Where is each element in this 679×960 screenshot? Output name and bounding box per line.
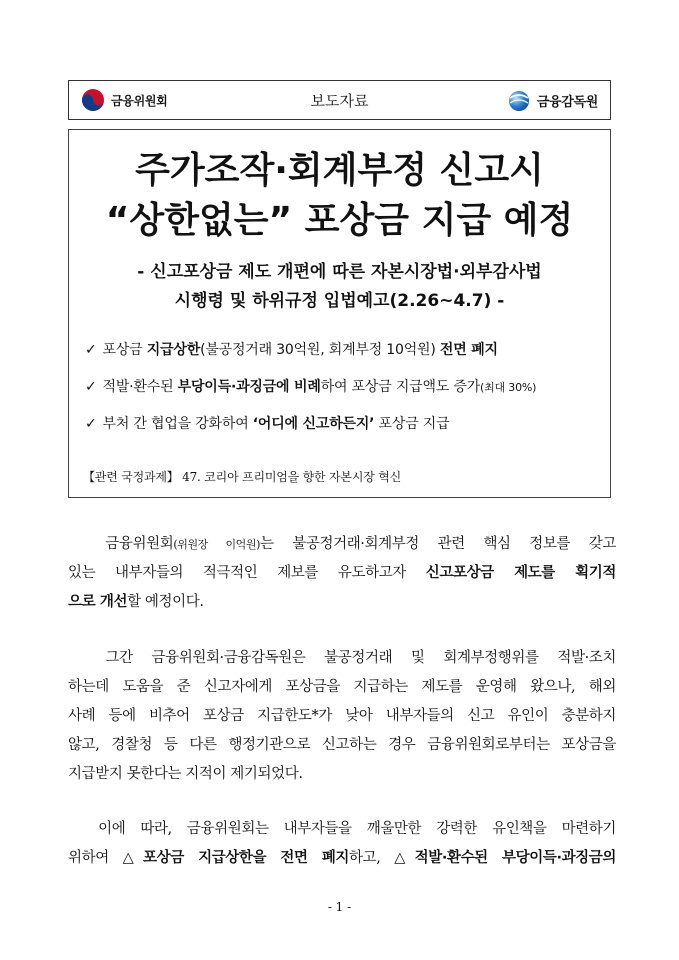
check-icon: ✓	[85, 342, 97, 358]
headline-line-1: 주가조작·회계부정 신고시	[135, 150, 544, 191]
paragraph-line: 위하여 △포상금 지급상한을 전면 폐지하고, △적발·환수된 부당이득·과징금의	[68, 850, 616, 866]
body-paragraph-2	[68, 644, 616, 789]
subtitle-line-1: - 신고포상금 제도 개편에 따른 자본시장법·외부감사법	[137, 262, 542, 282]
page-number: - 1 -	[327, 900, 352, 914]
check-icon: ✓	[85, 416, 97, 432]
paragraph-line: 있는 내부자들의 적극적인 제보를 유도하고자 신고포상금 제도를 획기적	[68, 565, 616, 581]
summary-bullet: ✓ 포상금 지급상한(불공정거래 30억원, 회계부정 10억원) 전면 폐지	[85, 342, 498, 358]
paragraph-line: 그간 금융위원회·금융감독원은 불공정거래 및 회계부정행위를 적발·조치	[105, 650, 617, 666]
paragraph-line: 않고, 경찰청 등 다른 행정기관으로 신고하는 경우 금융위원회로부터는 포상금을	[68, 737, 616, 753]
headline-box	[68, 129, 611, 498]
check-icon: ✓	[85, 379, 97, 395]
fss-name: 금융감독원	[536, 94, 598, 110]
summary-bullet: ✓ 부처 간 협업을 강화하여 ‘어디에 신고하든지’ 포상금 지급	[85, 416, 450, 432]
summary-bullet: ✓ 적발·환수된 부당이득·과징금에 비례하여 포상금 지급액도 증가(최대 30%)	[85, 379, 537, 395]
paragraph-line: 금융위원회(위원장 이억원)는 불공정거래·회계부정 관련 핵심 정보를 갖고	[105, 536, 616, 552]
headline-line-2: “상한없는” 포상금 지급 예정	[105, 200, 574, 241]
body-paragraph-1	[68, 530, 616, 617]
paragraph-line: 이에 따라, 금융위원회는 내부자들을 깨울만한 강력한 유인책을 마련하기	[98, 821, 617, 837]
fss-globe-icon	[507, 88, 531, 112]
paragraph-line: 으로 개선할 예정이다.	[68, 594, 204, 610]
fss-logo-group	[507, 88, 598, 112]
subtitle-line-2: 시행령 및 하위규정 입법예고(2.26~4.7) -	[174, 291, 505, 311]
body-paragraph-3	[68, 815, 616, 873]
paragraph-line: 지급받지 못한다는 지적이 제기되었다.	[68, 766, 303, 782]
press-release-header	[68, 80, 611, 120]
paragraph-line: 하는데 도움을 준 신고자에게 포상금을 지급하는 제도를 운영해 왔으나, 해외	[68, 679, 616, 695]
related-national-task: 【관련 국정과제】 47. 코리아 프리미엄을 향한 자본시장 혁신	[83, 470, 402, 484]
paragraph-line: 사례 등에 비추어 포상금 지급한도*가 낮아 내부자들의 신고 유인이 충분하지	[68, 708, 616, 724]
fsc-name: 금융위원회	[111, 93, 168, 108]
press-release-label: 보도자료	[310, 92, 369, 110]
